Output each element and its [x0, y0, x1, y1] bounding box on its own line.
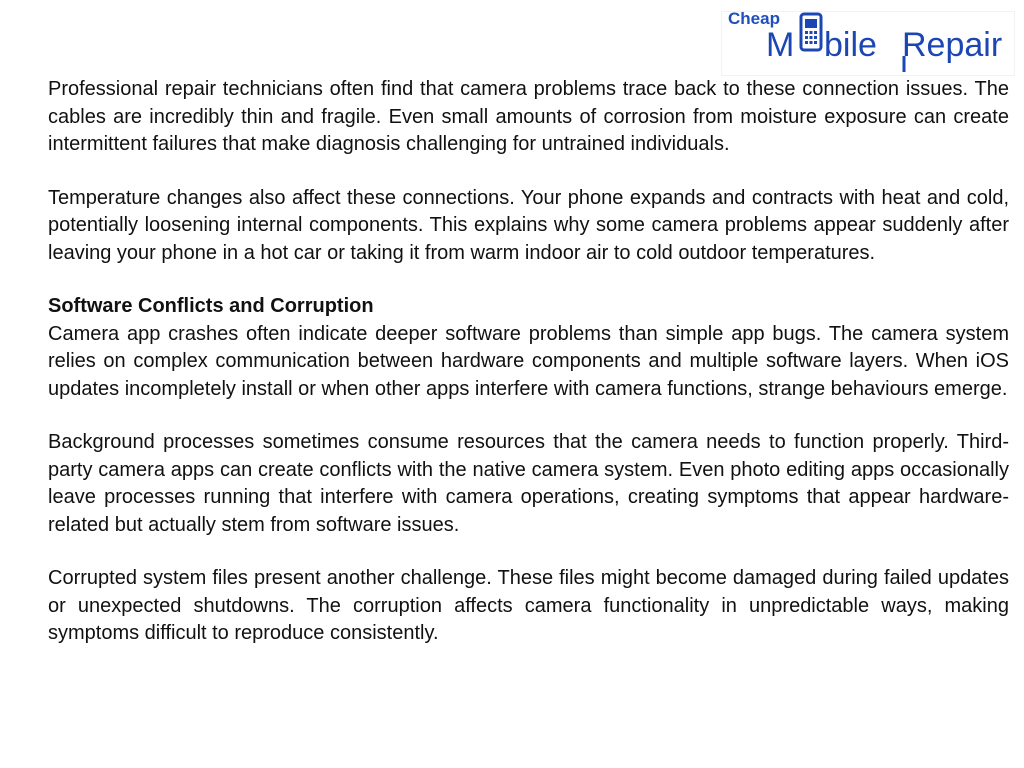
brand-logo	[722, 12, 1014, 75]
logo-graphic	[722, 12, 1014, 75]
document-body	[48, 76, 1009, 674]
section-heading: Software Conflicts and Corruption	[48, 295, 374, 317]
logo-main-text-end: Repair	[902, 26, 1003, 64]
paragraph-connection-issues: Professional repair technicians often find that camera problems trace back to these connection issues. The cables are incredibly thin and fragile. Even small amounts of corrosion from moisture exposure can create intermittent failures that make diagnosis challenging for untrained individuals.	[48, 78, 1009, 155]
logo-main-text-start: M	[766, 26, 795, 64]
mobile-phone-icon	[801, 14, 821, 50]
paragraph-background-processes: Background processes sometimes consume resources that the camera needs to function properly. Third-party camera apps can create conflicts with the native camera system. Even photo editing apps occasionally leave processes running that interfere with camera operations, creating symptoms that appear hardware-related but actually stem from software issues.	[48, 431, 1009, 536]
logo-main-text-middle: bile	[824, 26, 877, 64]
paragraph-temperature-changes: Temperature changes also affect these connections. Your phone expands and contracts with heat and cold, potentially loosening internal components. This explains why some camera problems appear suddenly after leaving your phone in a hot car or taking it from warm indoor air to cold outdoor temperatures.	[48, 186, 1009, 264]
logo-small-text: Cheap	[728, 12, 780, 28]
paragraph-corrupted-files: Corrupted system files present another challenge. These files might become damaged during failed updates or unexpected shutdowns. The corruption affects camera functionality in unpredictable ways, making symptoms difficult to reproduce consistently.	[48, 567, 1009, 644]
paragraph-camera-app-crashes: Camera app crashes often indicate deeper software problems than simple app bugs. The camera system relies on complex communication between hardware components and multiple software layers. When iOS updates incompletely install or when other apps interfere with camera functions, strange behaviours emerge.	[48, 322, 1009, 400]
